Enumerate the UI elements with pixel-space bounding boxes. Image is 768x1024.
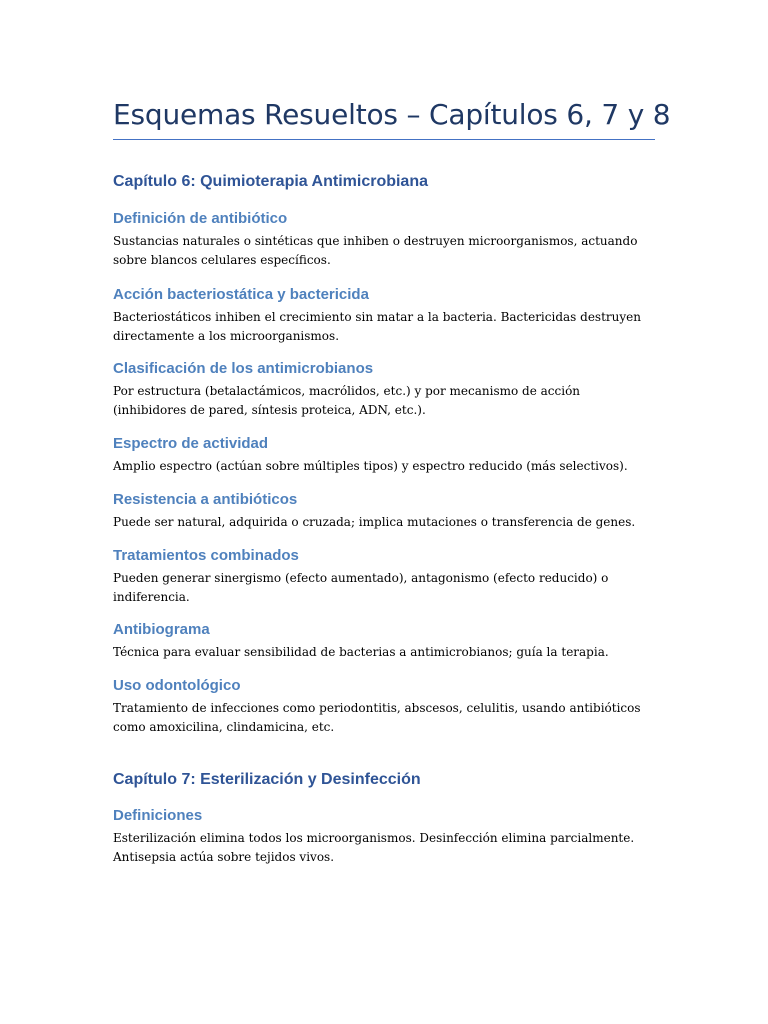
- section-body: Puede ser natural, adquirida o cruzada; implica mutaciones o transferencia de genes.: [113, 515, 636, 529]
- section-body: Por estructura (betalactámicos, macrólidos, etc.) y por mecanismo de acción (inhibidores de pared, síntesis proteica, ADN, etc.).: [113, 384, 581, 417]
- section-heading: Resistencia a antibióticos: [113, 491, 298, 508]
- section-resistencia: [113, 490, 655, 532]
- section-definicion-antibiotico: [113, 209, 655, 270]
- section-heading: Espectro de actividad: [113, 435, 269, 452]
- section-accion-bacteriostatica: [113, 285, 655, 346]
- section-heading: Clasificación de los antimicrobianos: [113, 360, 374, 377]
- section-body: Bacteriostáticos inhiben el crecimiento sin matar a la bacteria. Bactericidas destruyen directamente a los microorganismos.: [113, 310, 641, 343]
- section-espectro: [113, 434, 655, 476]
- section-body: Pueden generar sinergismo (efecto aumentado), antagonismo (efecto reducido) o indiferencia.: [113, 571, 609, 604]
- section-heading: Antibiograma: [113, 621, 210, 638]
- section-antibiograma: [113, 620, 655, 662]
- section-body: Esterilización elimina todos los microorganismos. Desinfección elimina parcialmente. Antisepsia actúa sobre tejidos vivos.: [113, 831, 635, 864]
- section-body: Tratamiento de infecciones como periodontitis, abscesos, celulitis, usando antibióticos como amoxicilina, clindamicina, etc.: [113, 701, 641, 734]
- section-uso-odontologico: [113, 676, 655, 737]
- section-body: Sustancias naturales o sintéticas que inhiben o destruyen microorganismos, actuando sobre blancos celulares específicos.: [113, 234, 638, 267]
- section-heading: Tratamientos combinados: [113, 547, 299, 564]
- chapter-heading: Capítulo 6: Quimioterapia Antimicrobiana: [113, 173, 428, 190]
- section-definiciones: [113, 806, 655, 867]
- section-tratamientos-combinados: [113, 546, 655, 607]
- section-heading: Acción bacteriostática y bactericida: [113, 286, 369, 303]
- document-title: Esquemas Resueltos – Capítulos 6, 7 y 8: [113, 98, 671, 131]
- section-heading: Definiciones: [113, 807, 203, 824]
- section-heading: Definición de antibiótico: [113, 210, 288, 227]
- section-body: Técnica para evaluar sensibilidad de bacterias a antimicrobianos; guía la terapia.: [113, 645, 609, 659]
- section-body: Amplio espectro (actúan sobre múltiples tipos) y espectro reducido (más selectivos).: [113, 459, 628, 473]
- chapter-heading: Capítulo 7: Esterilización y Desinfección: [113, 771, 421, 788]
- section-heading: Uso odontológico: [113, 677, 241, 694]
- section-clasificacion: [113, 359, 655, 420]
- title-divider: [113, 139, 655, 140]
